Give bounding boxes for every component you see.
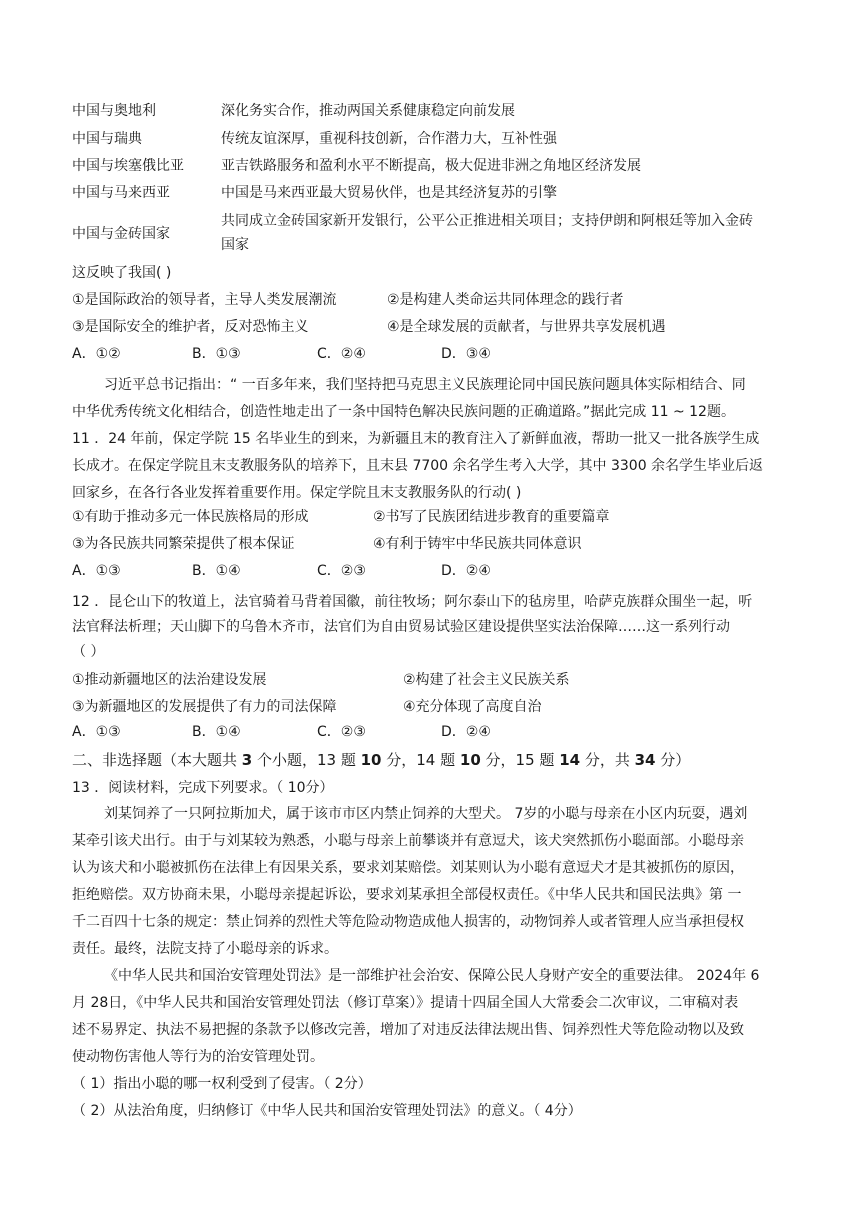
heading-text: 二、非选择题（本大题共 — [72, 751, 242, 769]
option-a[interactable]: A．①② — [72, 346, 121, 362]
statement-3: ③为各民族共同繁荣提供了根本保证 — [72, 536, 295, 552]
heading-text: 分，共 — [580, 751, 635, 769]
section-heading — [72, 750, 690, 770]
table-row-country: 中国与瑞典 — [72, 131, 142, 147]
option-a[interactable]: A．①③ — [72, 724, 121, 740]
heading-number: 14 — [559, 751, 581, 769]
table-row-country: 中国与奥地利 — [72, 103, 156, 119]
option-b[interactable]: B．①④ — [192, 563, 241, 579]
statement-4: ④有利于铸牢中华民族共同体意识 — [373, 536, 582, 552]
option-a[interactable]: A．①③ — [72, 563, 121, 579]
statement-1: ①推动新疆地区的法治建设发展 — [72, 672, 267, 688]
intro-line: 习近平总书记指出：“ 一百多年来，我们坚持把马克思主义民族理论同中国民族问题具体实际相结合、同 — [104, 377, 746, 393]
option-c[interactable]: C．②④ — [317, 346, 366, 362]
requirement-1: （ 1）指出小聪的哪一权利受到了侵害。（ 2分） — [72, 1076, 372, 1092]
question-line: 11 ．24 年前，保定学院 15 名毕业生的到来，为新疆且末的教育注入了新鲜血液，帮助一批又一批各族学生成 — [72, 431, 760, 447]
question-title: 13 ．阅读材料，完成下列要求。（ 10分） — [72, 780, 334, 796]
heading-text: 个小题，13 题 — [252, 751, 361, 769]
question-line: 回家乡，在各行各业发挥着重要作用。保定学院且末支教服务队的行动( ) — [72, 485, 522, 501]
question-line: 长成才。在保定学院且末支教服务队的培养下，且末县 7700 余名学生考入大学，其中 3300 余名学生毕业后返 — [72, 458, 764, 474]
table-row-country: 中国与埃塞俄比亚 — [72, 158, 184, 174]
statement-1: ①有助于推动多元一体民族格局的形成 — [72, 509, 309, 525]
heading-number: 10 — [360, 751, 382, 769]
question-stem: 这反映了我国( ) — [72, 265, 172, 281]
material-line: 某牵引该犬出行。由于与刘某较为熟悉，小聪与母亲上前攀谈并有意逗犬，该犬突然抓伤小聪面部。小聪母亲 — [72, 833, 744, 849]
material-line: 月 28日，《中华人民共和国治安管理处罚法（修订草案）》提请十四届全国人大常委会二次审议，二审稿对表 — [72, 995, 739, 1011]
option-c[interactable]: C．②③ — [317, 563, 366, 579]
material-line: 拒绝赔偿。双方协商未果，小聪母亲提起诉讼，要求刘某承担全部侵权责任。《中华人民共和国民法典》第 一 — [72, 887, 742, 903]
material-line: 刘某饲养了一只阿拉斯加犬，属于该市市区内禁止饲养的大型犬。 7岁的小聪与母亲在小区内玩耍，遇刘 — [104, 806, 748, 822]
table-row-desc: 深化务实合作，推动两国关系健康稳定向前发展 — [221, 103, 515, 119]
heading-number: 3 — [241, 751, 253, 769]
table-row-country: 中国与金砖国家 — [72, 226, 170, 242]
statement-3: ③是国际安全的维护者，反对恐怖主义 — [72, 319, 309, 335]
option-d[interactable]: D．②④ — [441, 724, 491, 740]
material-line: 《中华人民共和国治安管理处罚法》是一部维护社会治安、保障公民人身财产安全的重要法律。 2024年 6 — [104, 968, 760, 984]
table-row-desc-continued: 国家 — [221, 237, 249, 253]
question-line: 12 ．昆仑山下的牧道上，法官骑着马背着国徽，前往牧场；阿尔泰山下的毡房里，哈萨克族群众围坐一起，听 — [72, 594, 753, 610]
option-d[interactable]: D．②④ — [441, 563, 491, 579]
material-line: 千二百四十七条的规定：禁止饲养的烈性犬等危险动物造成他人损害的，动物饲养人或者管理人应当承担侵权 — [72, 914, 744, 930]
table-row-country: 中国与马来西亚 — [72, 185, 170, 201]
table-row-desc: 传统友谊深厚，重视科技创新，合作潜力大，互补性强 — [221, 131, 557, 147]
option-c[interactable]: C．②③ — [317, 724, 366, 740]
table-row-desc: 亚吉铁路服务和盈利水平不断提高，极大促进非洲之角地区经济发展 — [221, 158, 641, 174]
material-line: 述不易界定、执法不易把握的条款予以修改完善，增加了对违反法律法规出售、饲养烈性犬等危险动物以及致 — [72, 1022, 744, 1038]
option-d[interactable]: D．③④ — [441, 346, 491, 362]
heading-number: 34 — [634, 751, 656, 769]
statement-3: ③为新疆地区的发展提供了有力的司法保障 — [72, 699, 337, 715]
statement-4: ④充分体现了高度自治 — [403, 699, 542, 715]
heading-number: 10 — [459, 751, 481, 769]
statement-1: ①是国际政治的领导者，主导人类发展潮流 — [72, 292, 337, 308]
requirement-2: （ 2）从法治角度，归纳修订《中华人民共和国治安管理处罚法》的意义。（ 4分） — [72, 1103, 582, 1119]
option-b[interactable]: B．①④ — [192, 724, 241, 740]
statement-2: ②是构建人类命运共同体理念的践行者 — [387, 292, 624, 308]
material-line: 使动物伤害他人等行为的治安管理处罚。 — [72, 1049, 324, 1065]
material-line: 责任。最终，法院支持了小聪母亲的诉求。 — [72, 941, 338, 957]
question-line: （ ） — [72, 644, 105, 660]
material-line: 认为该犬和小聪被抓伤在法律上有因果关系，要求刘某赔偿。刘某则认为小聪有意逗犬才是其被抓伤的原因， — [72, 860, 744, 876]
heading-text: 分，14 题 — [381, 751, 460, 769]
table-row-desc: 中国是马来西亚最大贸易伙伴，也是其经济复苏的引擎 — [221, 185, 557, 201]
intro-line: 中华优秀传统文化相结合，创造性地走出了一条中国特色解决民族问题的正确道路。”据此完成 11 ~ 12题。 — [72, 404, 735, 420]
heading-text: 分，15 题 — [480, 751, 560, 769]
heading-text: 分） — [655, 751, 691, 769]
statement-4: ④是全球发展的贡献者，与世界共享发展机遇 — [387, 319, 666, 335]
statement-2: ②构建了社会主义民族关系 — [403, 672, 570, 688]
statement-2: ②书写了民族团结进步教育的重要篇章 — [373, 509, 610, 525]
table-row-desc: 共同成立金砖国家新开发银行，公平公正推进相关项目；支持伊朗和阿根廷等加入金砖 — [221, 213, 753, 229]
option-b[interactable]: B．①③ — [192, 346, 241, 362]
question-line: 法官释法析理；天山脚下的乌鲁木齐市，法官们为自由贸易试验区建设提供坚实法治保障……这一系列行动 — [72, 619, 730, 635]
